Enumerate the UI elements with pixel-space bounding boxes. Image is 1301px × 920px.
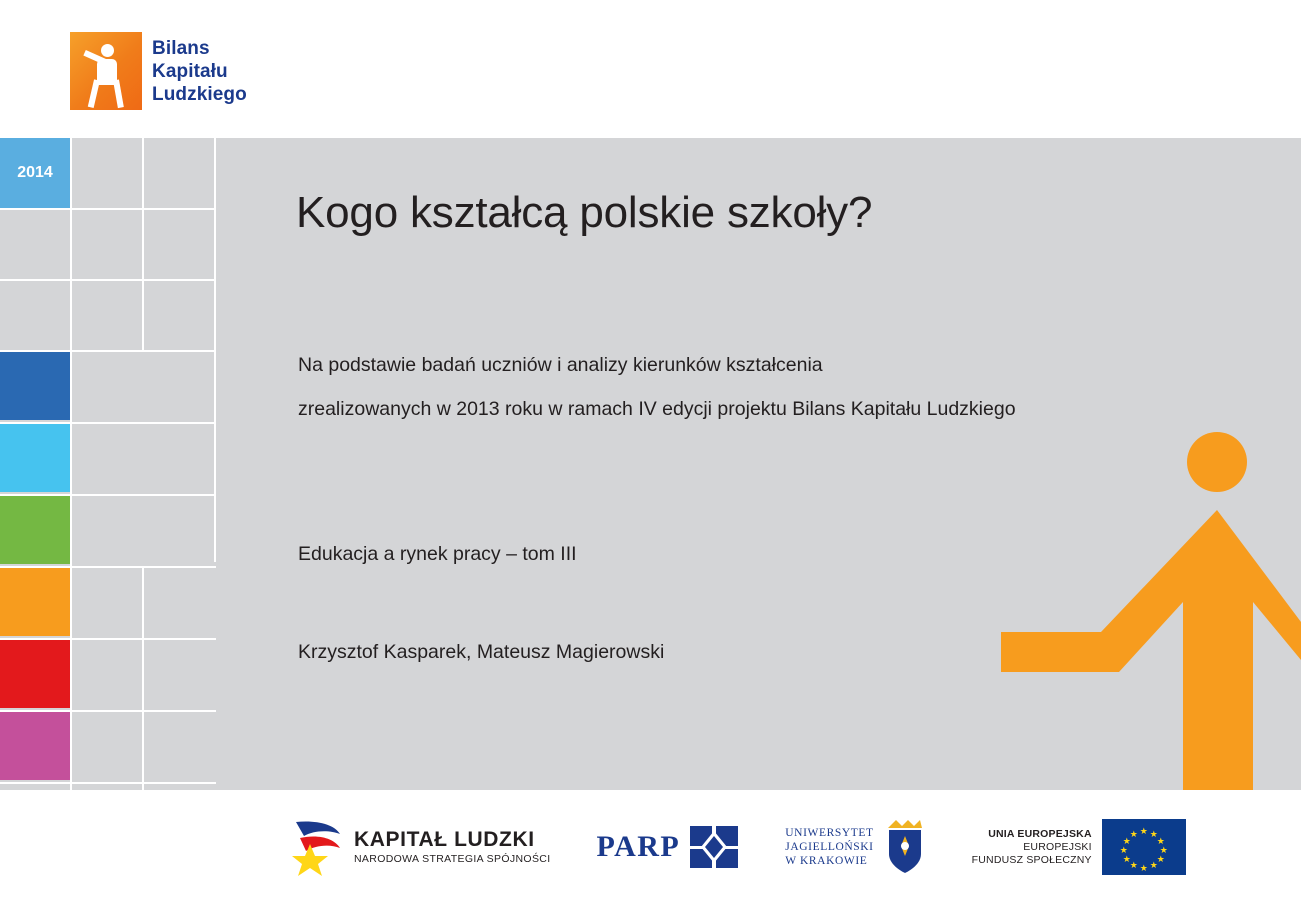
series-label: Edukacja a rynek pracy – tom III <box>298 543 577 565</box>
uj-line-3: W KRAKOWIE <box>785 855 868 867</box>
kapital-ludzki-text <box>354 829 551 864</box>
kapital-ludzki-subtitle: NARODOWA STRATEGIA SPÓJNOŚCI <box>354 852 551 865</box>
footer-logo-strip <box>288 812 1186 882</box>
page-title: Kogo kształcą polskie szkoły? <box>296 188 873 237</box>
page-footer <box>0 790 1301 920</box>
authors-label: Krzysztof Kasparek, Mateusz Magierowski <box>298 641 665 663</box>
kapital-ludzki-title: KAPITAŁ LUDZKI <box>354 828 535 852</box>
subtitle-line-2: zrealizowanych w 2013 roku w ramach IV edycji projektu Bilans Kapitału Ludzkiego <box>298 398 1016 420</box>
uj-line-2: JAGIELLOŃSKI <box>785 841 874 853</box>
subtitle-line-1: Na podstawie badań uczniów i analizy kierunków kształcenia <box>298 354 823 376</box>
page-header <box>0 0 1301 138</box>
uj-line-1: UNIWERSYTET <box>785 827 874 839</box>
uj-logo <box>785 818 925 876</box>
parp-logo <box>597 825 740 869</box>
uj-text <box>785 826 873 868</box>
brand-logo-text <box>152 37 247 106</box>
mosaic-decoration <box>0 138 216 790</box>
brand-logo <box>70 32 330 110</box>
eu-logo <box>972 819 1186 875</box>
parp-diamond-icon <box>689 825 739 869</box>
orange-arrow-icon <box>1001 410 1301 790</box>
eu-flag-icon: ★ ★ ★ ★ ★ ★ ★ ★ ★ ★ ★ ★ <box>1102 819 1186 875</box>
kapital-ludzki-star-icon <box>288 818 344 876</box>
eu-line-2: EUROPEJSKI <box>1023 840 1092 853</box>
eu-line-1: UNIA EUROPEJSKA <box>988 827 1092 840</box>
brand-line-1: Bilans <box>152 38 210 59</box>
bkl-person-logo-icon <box>70 32 142 110</box>
eu-text <box>972 828 1092 867</box>
uj-crest-icon <box>884 818 926 876</box>
eu-line-3: FUNDUSZ SPOŁECZNY <box>971 853 1092 866</box>
slide-subtitle <box>298 343 1016 431</box>
brand-line-2: Kapitału <box>152 61 228 82</box>
slide-body <box>0 138 1301 790</box>
year-badge-label: 2014 <box>17 164 53 181</box>
brand-line-3: Ludzkiego <box>152 84 247 105</box>
parp-label: PARP <box>596 830 681 863</box>
kapital-ludzki-logo <box>288 818 551 876</box>
mosaic-gridlines <box>0 138 216 790</box>
